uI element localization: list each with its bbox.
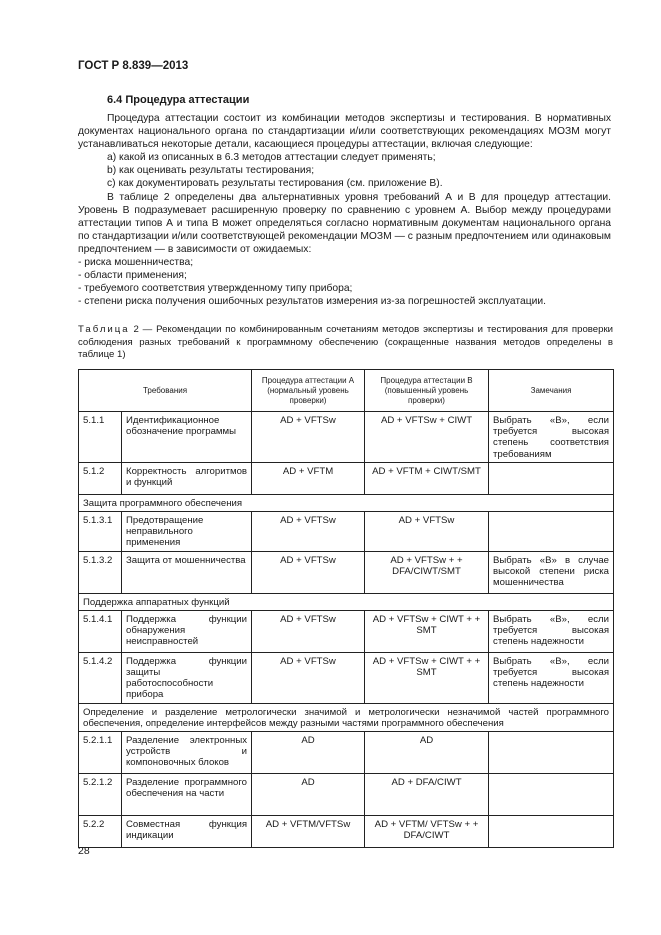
list-item: - требуемого соответствия утвержденному типу прибора; — [78, 283, 353, 295]
row-procedure-a: AD + VFTSw — [252, 551, 365, 593]
table-group-row — [79, 494, 614, 511]
paragraph: Процедура аттестации состоит из комбинации методов экспертизы и тестирования. В нормативных документах национального органа по стандартизации и/или соответствующих рекомендациях МОЗМ могут устанавливаться некоторые детали, касающиеся процедуры аттестации, включая следующие: — [78, 113, 611, 151]
list-item: - степени риска получения ошибочных результатов измерения из-за погрешностей эксплуатации. — [78, 296, 547, 308]
list-item: b) как оценивать результаты тестирования; — [107, 165, 315, 177]
row-number: 5.1.2 — [79, 462, 122, 494]
header-requirements: Требования — [79, 370, 252, 412]
row-procedure-a: AD — [252, 774, 365, 816]
row-number: 5.1.3.1 — [79, 512, 122, 552]
table-row — [79, 652, 614, 703]
row-procedure-b: AD + VFTSw — [365, 512, 489, 552]
row-remark — [489, 816, 614, 848]
row-number: 5.1.4.1 — [79, 610, 122, 652]
list-item: - риска мошенничества; — [78, 257, 194, 269]
row-remark — [489, 732, 614, 774]
row-requirement: Совместная функция индикации — [122, 816, 252, 848]
list-item: c) как документировать результаты тестирования (см. приложение В). — [107, 178, 443, 190]
row-remark: Выбрать «В», если требуется высокая степень соответствия требованиям — [489, 412, 614, 463]
row-number: 5.2.1.2 — [79, 774, 122, 816]
table-row — [79, 512, 614, 552]
row-procedure-a: AD + VFTSw — [252, 412, 365, 463]
table-caption — [78, 324, 613, 362]
row-requirement: Идентификационное обозначение программы — [122, 412, 252, 463]
row-requirement: Корректность алгоритмов и функций — [122, 462, 252, 494]
table-caption-text: 2 — Рекомендации по комбинированным сочетаниям методов экспертизы и тестирования для проверки соблюдения разных требований к программному обеспечению (сокращенные названия методов определены в таблице 1) — [78, 324, 613, 361]
row-procedure-b: AD + VFTSw + CIWT — [365, 412, 489, 463]
paragraph: В таблице 2 определены два альтернативных уровня требований А и В для процедур аттестации. Уровень В подразумевает расширенную проверку по сравнению с уровнем А. Выбор между процедурами аттестации типов А и типа В может определяться согласно нормативным документам национального органа по стандартизации и/или соответствующей рекомендации МОЗМ — с разным предпочтением или одинаковым предпочтением — в зависимости от ожидаемых: — [78, 191, 611, 255]
row-procedure-b: AD + VFTSw + CIWT + + SMT — [365, 652, 489, 703]
row-procedure-a: AD + VFTM — [252, 462, 365, 494]
row-requirement: Разделение программного обеспечения на части — [122, 774, 252, 816]
row-requirement: Предотвращение неправильного применения — [122, 512, 252, 552]
row-procedure-b: AD + VFTM/ VFTSw + + DFA/CIWT — [365, 816, 489, 848]
table-group-row — [79, 593, 614, 610]
row-procedure-a: AD — [252, 732, 365, 774]
row-procedure-b: AD + VFTM + CIWT/SMT — [365, 462, 489, 494]
row-number: 5.1.4.2 — [79, 652, 122, 703]
row-number: 5.2.2 — [79, 816, 122, 848]
row-requirement: Поддержка функции защиты работоспособности прибора — [122, 652, 252, 703]
row-remark: Выбрать «В», если требуется высокая степень надежности — [489, 652, 614, 703]
table-row — [79, 551, 614, 593]
row-procedure-b: AD — [365, 732, 489, 774]
header-remarks: Замечания — [489, 370, 614, 412]
header-procedure-a: Процедура аттестации А (нормальный уровень проверки) — [252, 370, 365, 412]
group-title: Поддержка аппаратных функций — [79, 593, 614, 610]
list-item: a) какой из описанных в 6.3 методов аттестации следует применять; — [107, 152, 436, 164]
row-remark — [489, 512, 614, 552]
row-requirement: Защита от мошенничества — [122, 551, 252, 593]
requirements-table — [78, 369, 614, 848]
table-row — [79, 732, 614, 774]
header-procedure-b: Процедура аттестации В (повышенный уровень проверки) — [365, 370, 489, 412]
table-row — [79, 412, 614, 463]
page-number: 28 — [78, 845, 90, 857]
table-row — [79, 462, 614, 494]
document-header: ГОСТ Р 8.839—2013 — [78, 60, 189, 72]
row-remark — [489, 774, 614, 816]
row-procedure-b: AD + DFA/CIWT — [365, 774, 489, 816]
row-requirement: Поддержка функции обнаружения неисправностей — [122, 610, 252, 652]
row-remark: Выбрать «В», если требуется высокая степень надежности — [489, 610, 614, 652]
group-title: Определение и разделение метрологически значимой и метрологически незначимой частей программного обеспечения, определение интерфейсов между разными частями программного обеспечения — [79, 703, 614, 731]
row-procedure-a: AD + VFTM/VFTSw — [252, 816, 365, 848]
row-number: 5.1.3.2 — [79, 551, 122, 593]
table-row — [79, 816, 614, 848]
row-procedure-a: AD + VFTSw — [252, 610, 365, 652]
row-procedure-a: AD + VFTSw — [252, 512, 365, 552]
section-body — [78, 112, 611, 308]
row-procedure-a: AD + VFTSw — [252, 652, 365, 703]
row-procedure-b: AD + VFTSw + + DFA/CIWT/SMT — [365, 551, 489, 593]
table-group-row — [79, 703, 614, 731]
list-item: - области применения; — [78, 270, 187, 282]
table-row — [79, 610, 614, 652]
table-row — [79, 774, 614, 816]
row-procedure-b: AD + VFTSw + CIWT + + SMT — [365, 610, 489, 652]
row-number: 5.2.1.1 — [79, 732, 122, 774]
table-header-row — [79, 370, 614, 412]
row-remark: Выбрать «В» в случае высокой степени риска мошенничества — [489, 551, 614, 593]
row-remark — [489, 462, 614, 494]
table-caption-label: Таблица — [78, 324, 130, 335]
row-requirement: Разделение электронных устройств и компоновочных блоков — [122, 732, 252, 774]
group-title: Защита программного обеспечения — [79, 494, 614, 511]
row-number: 5.1.1 — [79, 412, 122, 463]
section-title: 6.4 Процедура аттестации — [107, 94, 250, 106]
